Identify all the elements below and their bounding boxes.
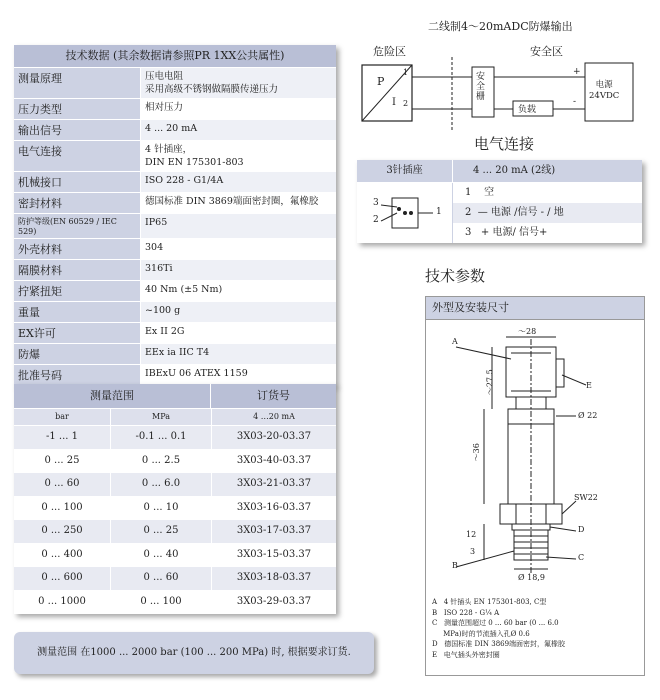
pin-row-3: 3 + 电源/ 信号+ <box>453 223 642 243</box>
order-row <box>14 473 336 497</box>
range-mpa: 0 ... 100 <box>111 591 212 614</box>
range-mpa: 0 ... 25 <box>111 520 212 543</box>
order-code: 3X03-29-03.37 <box>236 595 312 607</box>
range-bar: 0 ... 1000 <box>14 591 111 614</box>
spec-value: 压电电阻 采用高级不锈钢做隔膜传递压力 <box>141 68 336 98</box>
spec-row <box>14 302 336 323</box>
wiring-term-2: 2 <box>403 99 409 108</box>
spec-row <box>14 99 336 120</box>
unit-bar: bar <box>14 409 111 425</box>
spec-key: EX许可 <box>14 323 141 343</box>
order-header: 订货号 <box>257 389 290 402</box>
spec-value: EEx ia IIC T4 <box>141 344 336 364</box>
spec-value: 4 ... 20 mA <box>141 120 336 140</box>
pin-num-3: 3 <box>373 198 379 208</box>
spec-value: Ex II 2G <box>141 323 336 343</box>
legend-line: B ISO 228 - G¼ A <box>432 608 500 617</box>
order-row <box>14 426 336 450</box>
order-row <box>14 450 336 474</box>
range-header: 测量范围 <box>14 384 211 408</box>
spec-row <box>14 120 336 141</box>
order-row <box>14 497 336 521</box>
plug-h1: 3针插座 <box>357 160 453 182</box>
dim-d189: Ø 18,9 <box>518 573 545 582</box>
order-code: 3X03-21-03.37 <box>236 478 312 489</box>
dim-d22: Ø 22 <box>578 411 598 420</box>
spec-key: 机械接口 <box>14 172 141 192</box>
plus-sign: + <box>573 67 581 77</box>
spec-key: 拧紧扭矩 <box>14 281 141 301</box>
supply-label: 电源 24VDC <box>589 80 620 101</box>
spec-value: 德国标准 DIN 3869端面密封圈，氟橡胶 <box>141 193 336 213</box>
spec-value: 304 <box>141 239 336 259</box>
spec-value: 相对压力 <box>141 99 336 119</box>
spec-key: 外壳材料 <box>14 239 141 259</box>
dim-h12: 12 <box>466 530 477 539</box>
range-bar: 0 ... 400 <box>14 544 111 567</box>
spec-key: 测量原理 <box>14 68 141 98</box>
spec-row <box>14 365 336 386</box>
unit-mpa: MPa <box>111 409 212 425</box>
pin-row-1: 1 空 <box>453 183 642 203</box>
range-bar: 0 ... 60 <box>14 473 111 496</box>
barrier-label: 安 全 栅 <box>476 72 486 102</box>
range-bar: 0 ... 600 <box>14 567 111 590</box>
order-code: 3X03-40-03.37 <box>236 454 312 466</box>
plug-connector-icon <box>357 183 453 243</box>
pin-num-1: 1 <box>436 207 442 217</box>
wiring-term-1: 1 <box>403 68 409 77</box>
spec-key: 输出信号 <box>14 120 141 140</box>
legend-line: MPa)时的节流插入孔Ø 0.6 <box>432 629 530 638</box>
wiring-title: 二线制4～20mADC防爆输出 <box>428 20 573 33</box>
range-bar: 0 ... 100 <box>14 497 111 520</box>
order-code: 3X03-20-03.37 <box>236 431 312 442</box>
plug-h2: 4 ... 20 mA (2线) <box>473 165 556 176</box>
spec-key: 隔膜材料 <box>14 260 141 280</box>
order-row <box>14 544 336 568</box>
spec-value: 40 Nm (±5 Nm) <box>141 281 336 301</box>
wiring-p: P <box>377 75 385 88</box>
range-bar: 0 ... 250 <box>14 520 111 543</box>
wiring-i: I <box>392 97 396 108</box>
spec-key: 压力类型 <box>14 99 141 119</box>
spec-row <box>14 172 336 193</box>
spec-value: IBExU 06 ATEX 1159 <box>141 365 336 385</box>
hazard-zone-label: 危险区 <box>373 45 406 58</box>
legend-line: E 电气插头外密封圈 <box>432 650 500 659</box>
order-row <box>14 520 336 544</box>
order-code: 3X03-18-03.37 <box>236 572 312 583</box>
range-mpa: 0 ... 60 <box>111 567 212 590</box>
electrical-section-title: 电气连接 <box>474 135 535 153</box>
order-code: 3X03-16-03.37 <box>236 501 312 513</box>
safe-zone-label: 安全区 <box>530 45 563 58</box>
dim-w28: ～28 <box>518 327 537 336</box>
spec-value: 4 针插座， DIN EN 175301-803 <box>141 141 336 171</box>
spec-row <box>14 214 336 239</box>
range-mpa: 0 ... 40 <box>111 544 212 567</box>
legend-line: C 测量范围超过 0 ... 60 bar (0 ... 6.0 <box>432 619 559 627</box>
spec-row <box>14 239 336 260</box>
range-mpa: 0 ... 2.5 <box>111 450 212 473</box>
order-note: 测量范围 在1000 ... 2000 bar (100 ... 200 MPa) 时, 根据要求订货. <box>14 632 374 674</box>
dim-h27: ～27.5 <box>485 369 495 396</box>
plug-table <box>357 160 642 243</box>
spec-key: 防爆 <box>14 344 141 364</box>
dimension-panel <box>425 296 645 676</box>
pin-num-2: 2 <box>373 215 379 225</box>
dimension-title: 外型及安装尺寸 <box>426 297 644 320</box>
spec-row <box>14 193 336 214</box>
spec-row <box>14 323 336 344</box>
dim-label-b: B <box>452 561 458 570</box>
legend-line: A 4 针插头 EN 175301-803, C型 <box>432 598 547 606</box>
spec-table <box>14 45 336 386</box>
spec-row <box>14 141 336 172</box>
spec-row <box>14 260 336 281</box>
spec-value: ISO 228 - G1/4A <box>141 172 336 192</box>
spec-key: 重量 <box>14 302 141 322</box>
sensor-drawing <box>426 319 644 589</box>
spec-row <box>14 344 336 365</box>
order-row <box>14 591 336 615</box>
spec-value: ~100 g <box>141 302 336 322</box>
dim-h3: 3 <box>470 547 476 556</box>
minus-sign: - <box>573 97 577 107</box>
spec-row <box>14 281 336 302</box>
spec-value: IP65 <box>141 214 336 238</box>
range-bar: -1 ... 1 <box>14 426 111 449</box>
range-mpa: 0 ... 10 <box>111 497 212 520</box>
range-bar: 0 ... 25 <box>14 450 111 473</box>
spec-key: 电气连接 <box>14 141 141 171</box>
spec-title: 技术数据 (其余数据请参照PR 1XX公共属性) <box>14 45 336 68</box>
unit-signal: 4 …20 mA <box>253 412 295 421</box>
order-row <box>14 567 336 591</box>
dim-sw: SW22 <box>574 493 598 502</box>
range-mpa: 0 ... 6.0 <box>111 473 212 496</box>
dim-label-d: D <box>578 525 585 534</box>
load-label: 负载 <box>518 105 537 115</box>
order-code: 3X03-17-03.37 <box>236 525 312 536</box>
spec-row <box>14 68 336 99</box>
legend-line: D 德国标准 DIN 3869端面密封，氟橡胶 <box>432 640 566 648</box>
spec-key: 防护等级(EN 60529 / IEC 529) <box>14 214 141 238</box>
dim-label-e: E <box>586 381 592 390</box>
dim-label-a: A <box>452 337 458 346</box>
pin-row-2: 2 — 电源 /信号 - / 地 <box>453 203 642 223</box>
order-table <box>14 384 336 614</box>
dim-label-c: C <box>578 553 585 562</box>
tech-params-title: 技术参数 <box>425 267 486 285</box>
spec-value: 316Ti <box>141 260 336 280</box>
range-mpa: -0.1 ... 0.1 <box>111 426 212 449</box>
order-code: 3X03-15-03.37 <box>236 548 312 560</box>
dimension-legend <box>432 597 565 660</box>
spec-key: 批准号码 <box>14 365 141 385</box>
spec-key: 密封材料 <box>14 193 141 213</box>
dim-h36: ～36 <box>471 443 481 462</box>
